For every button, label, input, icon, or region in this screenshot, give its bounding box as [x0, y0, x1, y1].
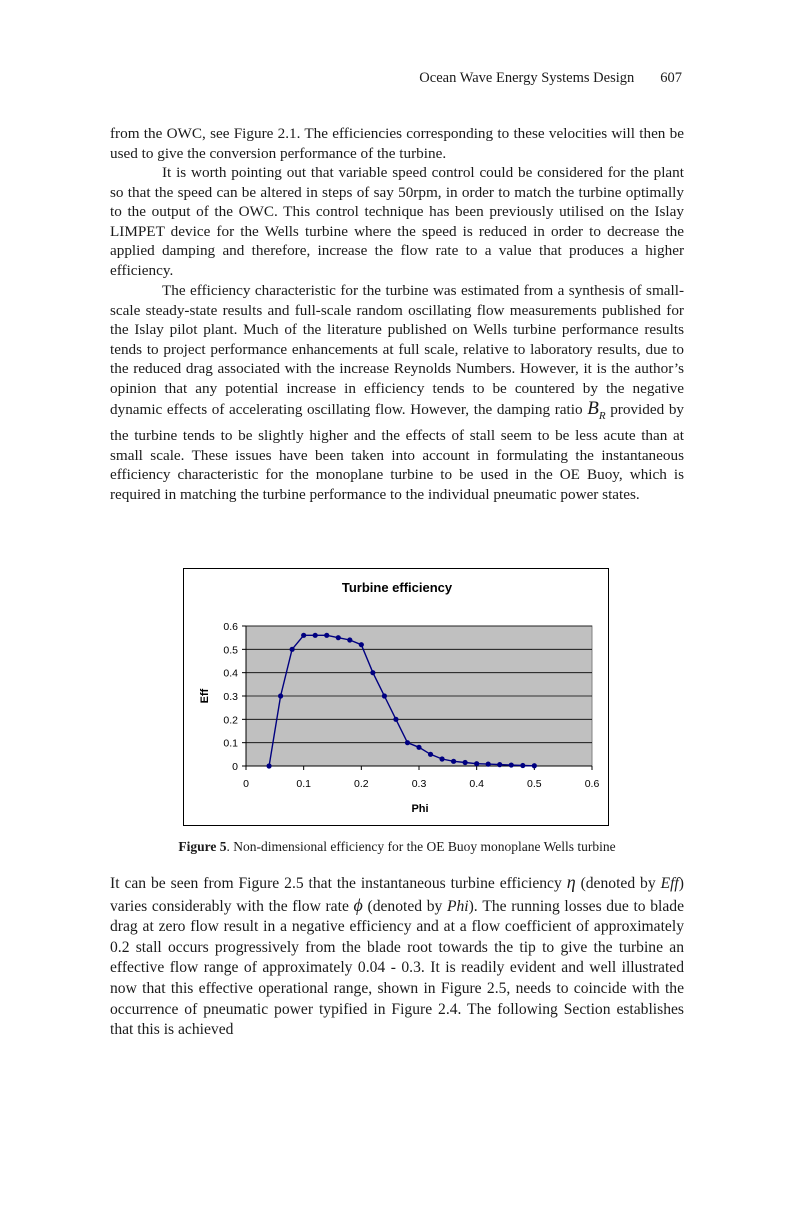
x-tick-label: 0.1: [296, 778, 311, 790]
figure-caption: [110, 839, 684, 855]
data-point: [324, 633, 329, 638]
y-tick-label: 0: [232, 761, 238, 773]
x-tick-label: 0.3: [411, 778, 427, 790]
data-point: [347, 637, 352, 642]
data-point: [509, 762, 514, 767]
x-tick-label: 0.6: [584, 778, 600, 790]
data-point: [266, 763, 271, 768]
page-number: 607: [660, 70, 682, 86]
figure-label: Figure 5: [178, 839, 227, 854]
eff-term: Eff: [660, 875, 679, 892]
data-point: [428, 752, 433, 757]
phi-term: Phi: [446, 897, 469, 915]
x-axis-label: Phi: [411, 803, 429, 815]
data-point: [370, 670, 375, 675]
y-tick-label: 0.6: [223, 621, 238, 633]
y-tick-label: 0.3: [223, 691, 238, 703]
data-point: [416, 745, 421, 750]
x-tick-label: 0: [243, 778, 249, 790]
y-tick-label: 0.1: [223, 737, 238, 750]
data-point: [382, 693, 387, 698]
efficiency-chart-svg: [184, 569, 610, 827]
chart-title: Turbine efficiency: [341, 580, 453, 595]
data-point: [359, 642, 364, 647]
paragraph-3-part-b: provided by the turbine tends to be slightly higher and the effects of stall seem to be less acute than at small scale. These issues have been taken into account in formulating the instantaneous efficiency characteristic for the monoplane turbine to be used in the OE Buoy, which is required in matching the turbine performance to the individual pneumatic power states.: [110, 400, 685, 503]
paragraph-2: It is worth pointing out that variable speed control could be considered for the plant so that the speed can be altered in steps of say 50rpm, in order to match the turbine optimally to the output of the OWC. This control technique has been previously utilised on the Islay LIMPET device for the Wells turbine where the speed is reduced in order to decrease the applied damping and therefore, increase the flow rate to a value that produces a higher efficiency.: [110, 164, 684, 279]
x-tick-label: 0.2: [354, 778, 369, 790]
x-tick-label: 0.5: [527, 778, 542, 790]
data-point: [278, 693, 283, 698]
x-tick-label: 0.4: [469, 778, 484, 790]
y-axis-label: Eff: [199, 688, 211, 704]
paragraph-1: from the OWC, see Figure 2.1. The efficiencies corresponding to these velocities will then be used to give the conversion performance of the turbine.: [110, 125, 684, 162]
data-point: [486, 762, 491, 767]
data-point: [497, 762, 502, 767]
efficiency-chart: [183, 568, 609, 826]
figure-caption-text: . Non-dimensional efficiency for the OE Buoy monoplane Wells turbine: [226, 839, 616, 854]
data-point: [405, 740, 410, 745]
running-head-title: Ocean Wave Energy Systems Design: [419, 70, 635, 86]
paragraph-3-part-a: The efficiency characteristic for the turbine was estimated from a synthesis of small-scale steady-state results and full-scale random oscillating flow measurements published for the Islay pilot plant. Much of the literature published on Wells turbine performance results tends to project performance enhancements at full scale, relative to laboratory results, due to the reduced drag associated with the increase Reynolds Numbers. However, it is the author’s opinion that any potential increase in efficiency tends to be countered by the negative dynamic effects of accelerating oscillating flow. However, the damping ratio: [110, 282, 684, 418]
paragraph-4: It can be seen from Figure 2.5 that the instantaneous turbine efficiency η (denoted by Eff) varies considerably with the flow rate ϕ (denoted by Phi). The running losses due to blade drag at zero flow result in a negative efficiency and at a flow coefficient of approximately 0.2 stall occurs progressively from the blade root towards the tip to give the turbine an effective flow range of approximately 0.04 - 0.3. It is readily evident and well illustrated now that this effective operational range, shown in Figure 2.5, needs to coincide with the occurrence of pneumatic power typified in Figure 2.4. The following Section establishes that this is achieved: [110, 872, 684, 1039]
y-tick-label: 0.2: [223, 714, 238, 727]
data-point: [301, 633, 306, 638]
data-point: [336, 635, 341, 640]
data-point: [463, 760, 468, 765]
phi-symbol: ϕ: [353, 894, 363, 915]
data-point: [520, 763, 525, 768]
damping-ratio-symbol: $B_R$: [587, 397, 606, 422]
y-tick-label: 0.5: [223, 644, 238, 657]
data-point: [290, 647, 295, 652]
y-tick-label: 0.4: [223, 667, 238, 680]
data-point: [393, 717, 398, 722]
eta-symbol: η: [566, 872, 576, 892]
data-point: [451, 759, 456, 764]
data-point: [439, 756, 444, 761]
data-point: [313, 633, 318, 638]
data-point: [532, 763, 537, 768]
paragraph-3: [110, 281, 684, 504]
data-point: [474, 761, 479, 766]
running-head: [110, 70, 682, 87]
